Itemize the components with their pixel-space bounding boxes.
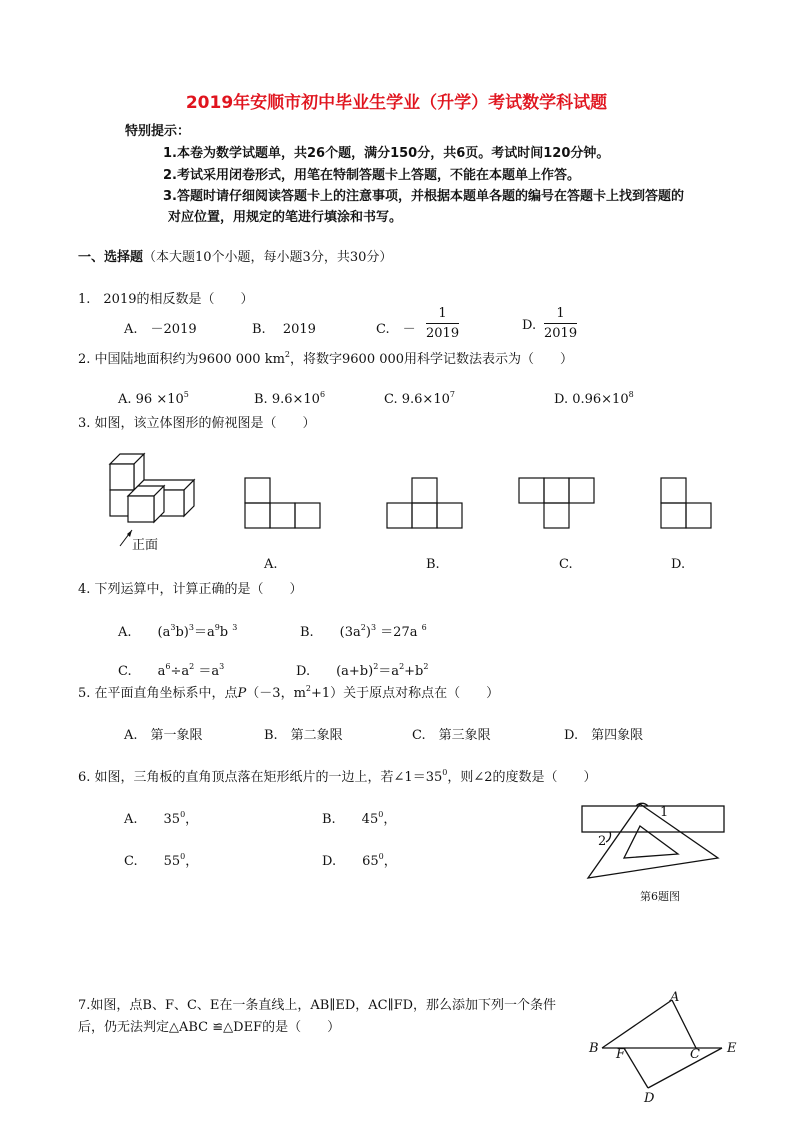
q6-stem-text: 6. 如图，三角板的直角顶点落在矩形纸片的一边上，若∠1＝35	[78, 770, 443, 785]
segment-ac	[672, 1000, 696, 1048]
angle-1-label: 1	[660, 805, 669, 820]
q4-option-a: A. $(a^3b)^3=a^9b$ $^3$	[118, 623, 238, 640]
q3-stem: 3. 如图，该立体图形的俯视图是（ ）	[78, 416, 316, 431]
point-b-label: B	[589, 1041, 599, 1056]
q3-option-a-figure	[244, 476, 324, 532]
notice-item-2: 2.考试采用闭卷形式，用笔在特制答题卡上答题，不能在本题单上作答。	[163, 168, 580, 183]
q4-option-d: D. $(a+b)^2=a^2+b^2$	[296, 662, 429, 679]
comma: ，	[383, 854, 397, 869]
degree-sup: 0	[378, 810, 384, 819]
notice-item-1: 1.本卷为数学试题单，共26个题，满分150分，共6页。考试时间120分钟。	[163, 146, 610, 161]
notice-heading: 特别提示：	[125, 124, 191, 139]
q6-option-c	[124, 850, 198, 869]
point-c-label: C	[690, 1047, 700, 1062]
section-title: 一、选择题	[78, 250, 144, 265]
q1-option-d-fraction	[544, 306, 577, 341]
q5-option-d: D. 第四象限	[564, 728, 644, 743]
fraction-denominator: 2019	[544, 326, 578, 341]
exponent: 7	[449, 390, 455, 399]
q1-option-a: A. －2019	[124, 322, 197, 337]
q7-stem-line-2: 后，仍无法判定△ABC ≌△DEF的是（ ）	[78, 1020, 341, 1035]
point-a-label: A	[670, 990, 680, 1005]
point-f-label: F	[616, 1047, 626, 1062]
fraction-denominator: 2019	[426, 326, 460, 341]
q1-stem: 1. 2019的相反数是（ ）	[78, 292, 254, 307]
q6-option-b	[322, 808, 396, 827]
q3-option-a: A.	[264, 557, 278, 572]
q2-option-c-text: C. 9.6×10	[384, 392, 450, 407]
triangle-ruler-inner	[624, 826, 678, 858]
q1-option-c-prefix: C. －	[376, 322, 416, 337]
section-heading	[78, 246, 392, 265]
degree-sup: 0	[378, 852, 384, 861]
comma: ，	[383, 812, 397, 827]
q2-stem	[78, 348, 573, 367]
q6-option-a-text: A. 35	[124, 812, 181, 827]
q1-option-d-prefix: D.	[522, 318, 537, 333]
q6-option-a	[124, 808, 198, 827]
segment-ab	[602, 1000, 672, 1048]
q2-option-a-text: A. 96 ×10	[118, 392, 184, 407]
q3-option-c: C.	[559, 557, 573, 572]
point-d-label: D	[644, 1091, 655, 1106]
q6-option-d-text: D. 65	[322, 854, 379, 869]
degree-sup: 0	[180, 810, 186, 819]
q2-stem-text-2: ，将数字9600 000用科学记数法表示为（ ）	[290, 352, 574, 367]
q3-option-b-figure	[386, 476, 466, 532]
q6-option-d	[322, 850, 397, 869]
page-title: 2019年安顺市初中毕业生学业（升学）考试数学科试题	[185, 93, 608, 113]
superscript: 2	[284, 350, 290, 359]
q4-option-b: B. $(3a^2)^3 =27a$ $^6$	[300, 623, 427, 640]
comma: ，	[185, 854, 199, 869]
q5-option-a: A. 第一象限	[124, 728, 203, 743]
q7-stem-line-1: 7.如图，点B、F、C、E在一条直线上，AB∥ED，AC∥FD，那么添加下列一个条件	[78, 998, 557, 1013]
exponent: 6	[319, 390, 326, 399]
q2-option-b-text: B. 9.6×10	[254, 392, 320, 407]
q2-option-c	[384, 390, 455, 407]
exponent: 5	[183, 390, 189, 399]
q1-option-c-fraction	[426, 306, 459, 341]
q3-option-d: D.	[671, 557, 686, 572]
degree-sup: 0	[180, 852, 186, 861]
notice-item-3: 3.答题时请仔细阅读答题卡上的注意事项，并根据本题单各题的编号在答题卡上找到答题的	[163, 189, 684, 204]
q4-option-c: C. $a^6\div a^2 =a^3$	[118, 662, 225, 679]
q6-stem	[78, 766, 597, 785]
angle-2-arc	[606, 832, 611, 842]
fraction-numerator: 1	[426, 306, 459, 324]
fraction-numerator: 1	[544, 306, 577, 324]
rectangle-paper	[582, 806, 724, 832]
superscript: 2	[305, 684, 311, 693]
front-label: 正面	[132, 538, 159, 553]
exponent: 8	[628, 390, 634, 399]
q2-option-d	[554, 390, 634, 407]
q5-stem	[78, 682, 499, 701]
q3-option-c-figure	[518, 476, 598, 532]
point-label: P	[237, 686, 247, 701]
q5-option-c: C. 第三象限	[412, 728, 491, 743]
q3-option-d-figure	[660, 476, 716, 532]
notice-item-3-cont: 对应位置，用规定的笔进行填涂和书写。	[168, 210, 403, 225]
q5-stem-text-2: （－3，m	[246, 686, 306, 701]
section-note: （本大题10个小题，每小题3分，共30分）	[143, 250, 393, 265]
comma: ，	[185, 812, 199, 827]
q3-option-b: B.	[426, 557, 440, 572]
superscript: 0	[442, 768, 448, 777]
q2-option-d-text: D. 0.96×10	[554, 392, 629, 407]
point-e-label: E	[727, 1041, 737, 1056]
q2-option-b	[254, 390, 325, 407]
q6-caption: 第6题图	[640, 890, 680, 903]
q1-option-b: B. 2019	[252, 322, 316, 337]
segment-de	[648, 1048, 722, 1088]
q5-option-b: B. 第二象限	[264, 728, 343, 743]
q2-option-a	[118, 390, 189, 407]
q6-stem-text-2: ，则∠2的度数是（ ）	[447, 770, 597, 785]
q6-option-c-text: C. 55	[124, 854, 181, 869]
q5-stem-text: 5. 在平面直角坐标系中，点	[78, 686, 238, 701]
q5-stem-text-3: +1）关于原点对称点在（ ）	[311, 686, 500, 701]
q6-option-b-text: B. 45	[322, 812, 379, 827]
angle-2-label: 2	[598, 834, 607, 849]
q4-stem: 4. 下列运算中，计算正确的是（ ）	[78, 582, 303, 597]
segment-fd	[624, 1048, 648, 1088]
q2-stem-text: 2. 中国陆地面积约为9600 000 km	[78, 352, 285, 367]
